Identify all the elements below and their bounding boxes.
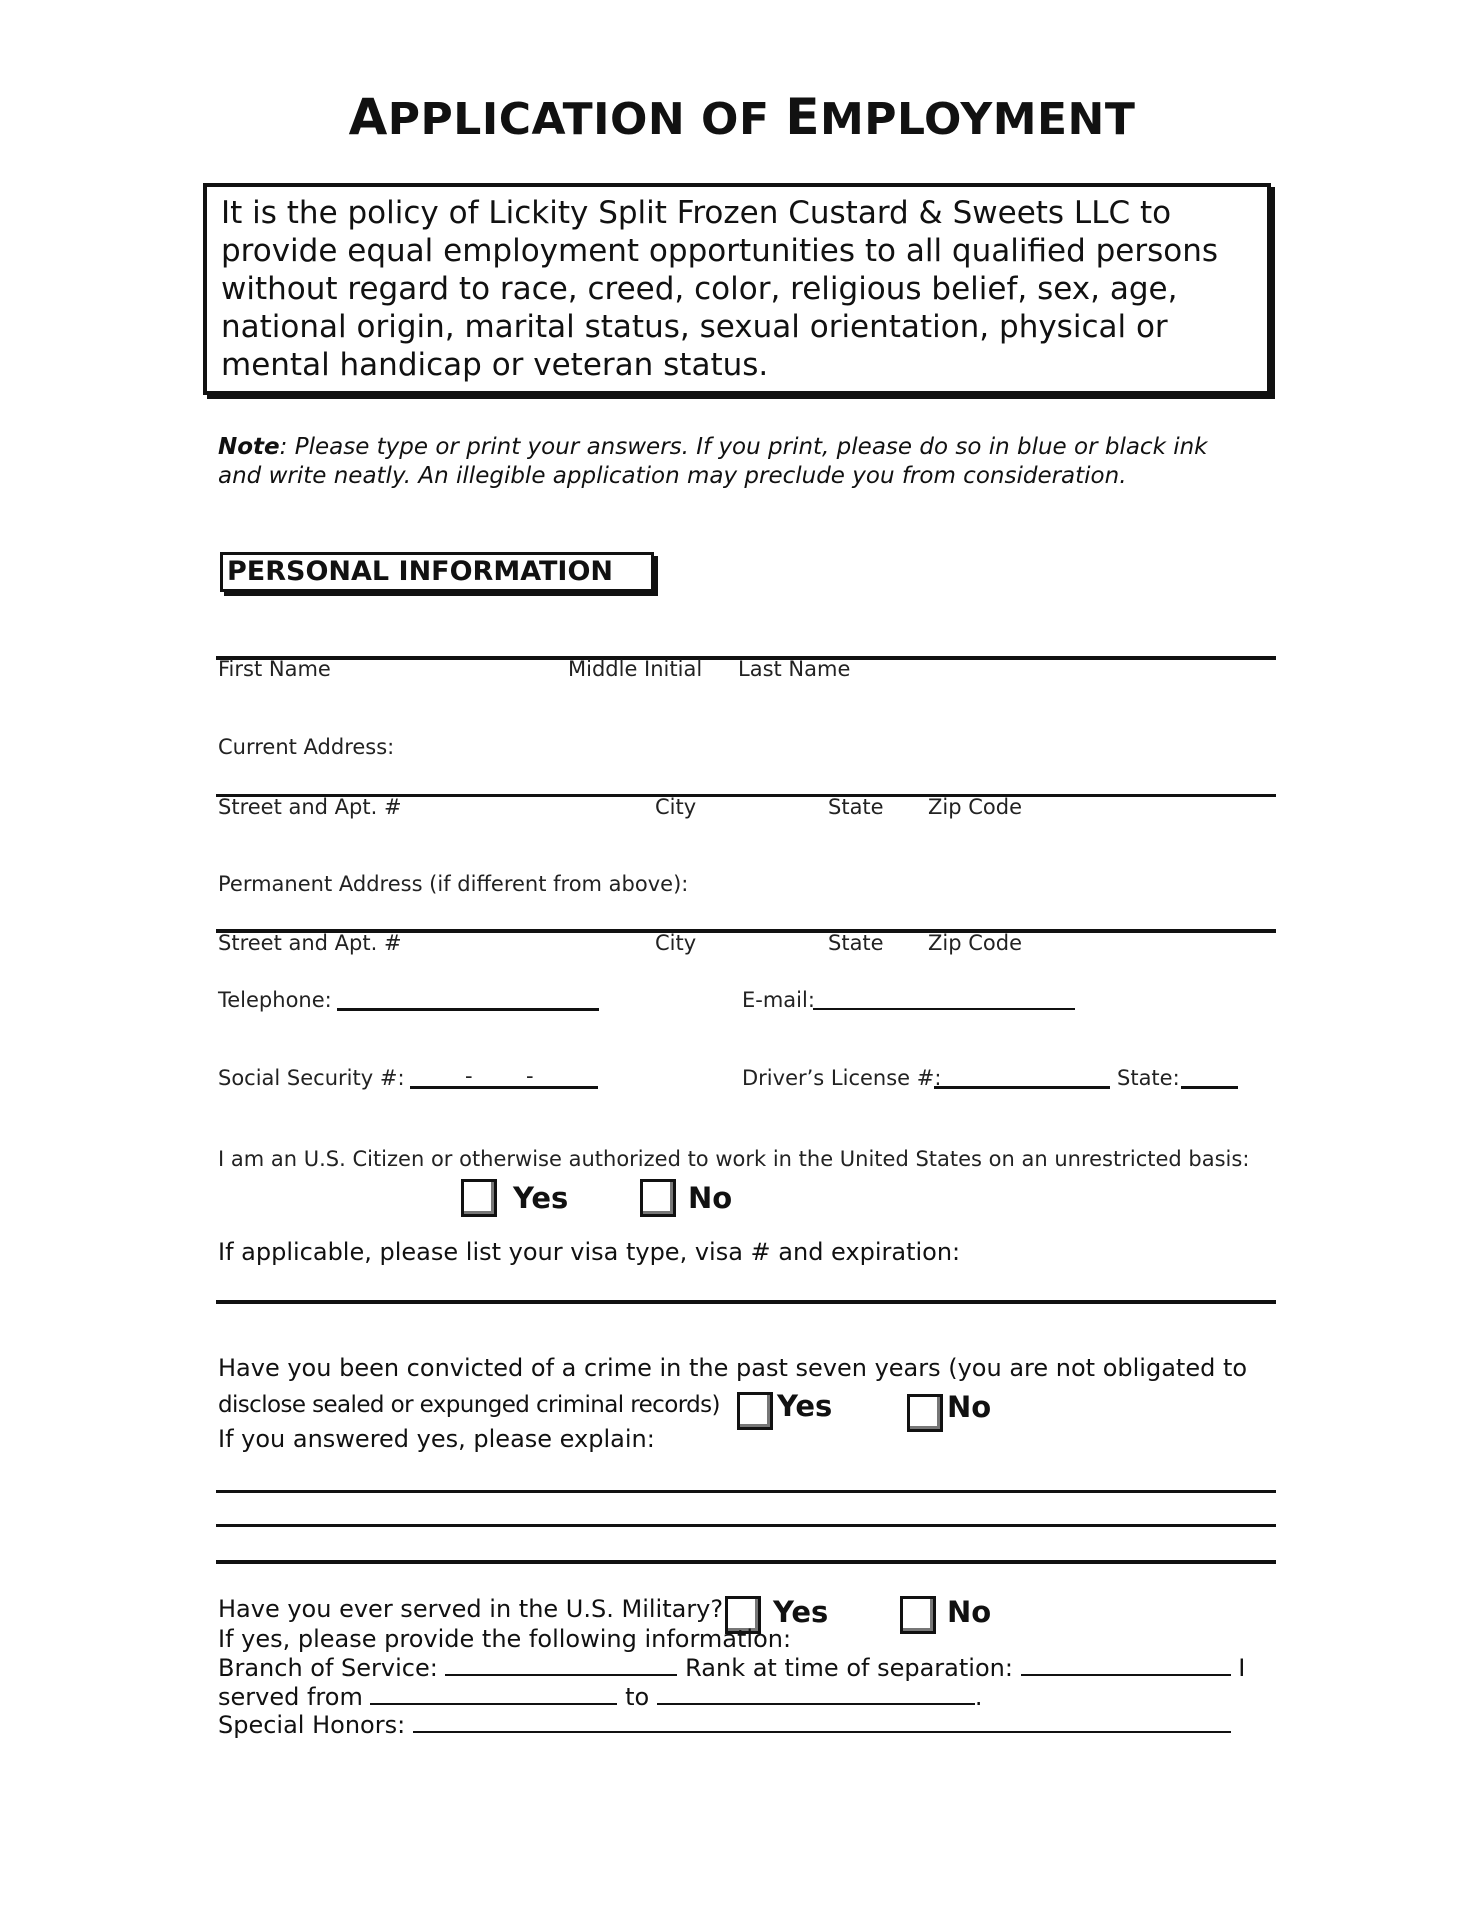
citizen-no-checkbox[interactable] [640,1179,676,1217]
citizen-question: I am an U.S. Citizen or otherwise authorized to work in the United States on an unrestricted basis: [218,1147,1250,1171]
special-honors-row [218,1713,1231,1737]
rank-trailing-i: I [1238,1654,1246,1682]
visa-input-line[interactable] [216,1300,1276,1304]
crime-no-label: No [947,1390,992,1424]
eeo-policy-box [203,183,1271,395]
middle-initial-label: Middle Initial [568,657,703,681]
dl-state-label: State: [1117,1066,1180,1090]
instructions-note: Note: Please type or print your answers. If you print, please do so in blue or black ink and write neatly. An illegible application may preclude you from consideration. [218,434,1208,489]
drivers-license-label: Driver’s License #: [742,1066,942,1090]
citizen-yes-label: Yes [513,1181,569,1215]
branch-label: Branch of Service: [218,1654,438,1682]
crime-explain-prompt: If you answered yes, please explain: [218,1425,655,1453]
ssn-field[interactable] [410,1072,598,1089]
current-zip-label: Zip Code [928,795,1022,819]
current-address-heading: Current Address: [218,735,395,759]
last-name-label: Last Name [738,657,851,681]
first-name-label: First Name [218,657,331,681]
permanent-zip-label: Zip Code [928,931,1022,955]
section-personal-information: PERSONAL INFORMATION [220,552,654,592]
rank-label: Rank at time of separation: [685,1654,1013,1682]
crime-no-checkbox[interactable] [907,1394,943,1432]
citizen-yes-checkbox[interactable] [461,1179,497,1217]
served-to-field[interactable] [657,1703,975,1705]
military-question: Have you ever served in the U.S. Military? [218,1595,724,1623]
eeo-policy-text: It is the policy of Lickity Split Frozen Custard & Sweets LLC to provide equal employment opportunities to all qualified persons without regard to race, creed, color, religious belief, sex, age, national origin, marital status, sexual orientation, physical or mental handicap or veteran status. [221,195,1219,383]
note-label: Note [218,434,280,460]
military-no-label: No [947,1595,992,1629]
military-no-checkbox[interactable] [900,1596,936,1634]
crime-question-line1: Have you been convicted of a crime in the past seven years (you are not obligated to [218,1354,1248,1382]
current-city-label: City [655,795,697,819]
crime-yes-checkbox[interactable] [737,1392,773,1430]
military-served-row: served from to . [218,1683,983,1711]
crime-explain-line-3[interactable] [216,1560,1276,1564]
citizen-no-label: No [688,1181,733,1215]
drivers-license-field[interactable] [934,1072,1110,1089]
rank-field[interactable] [1021,1674,1231,1676]
permanent-city-label: City [655,931,697,955]
permanent-state-label: State [828,931,884,955]
served-from-label: served from [218,1683,363,1711]
military-branch-row [218,1656,1245,1680]
telephone-label: Telephone: [218,988,332,1012]
permanent-address-heading: Permanent Address (if different from above): [218,872,689,896]
crime-yes-label: Yes [777,1389,833,1423]
current-street-label: Street and Apt. # [218,795,402,819]
special-honors-label: Special Honors: [218,1711,406,1739]
military-info-prompt: If yes, please provide the following information: [218,1625,792,1653]
dl-state-field[interactable] [1181,1072,1238,1089]
branch-field[interactable] [445,1674,677,1676]
email-label: E-mail: [742,988,815,1012]
served-to-label: to [625,1683,650,1711]
ssn-label: Social Security #: [218,1066,405,1090]
permanent-street-label: Street and Apt. # [218,931,402,955]
special-honors-field[interactable] [413,1731,1231,1733]
crime-explain-line-2[interactable] [216,1524,1276,1527]
crime-explain-line-1[interactable] [216,1490,1276,1493]
email-field[interactable] [813,994,1075,1010]
ssn-dash-2: - [526,1064,534,1088]
visa-prompt: If applicable, please list your visa type, visa # and expiration: [218,1238,961,1266]
military-yes-label: Yes [773,1595,829,1629]
served-from-field[interactable] [370,1703,617,1705]
ssn-dash-1: - [465,1064,473,1088]
current-state-label: State [828,795,884,819]
crime-question-line2: disclose sealed or expunged criminal records) [218,1392,720,1418]
page-title: APPLICATION OF EMPLOYMENT [348,88,1136,146]
telephone-field[interactable] [337,994,599,1011]
